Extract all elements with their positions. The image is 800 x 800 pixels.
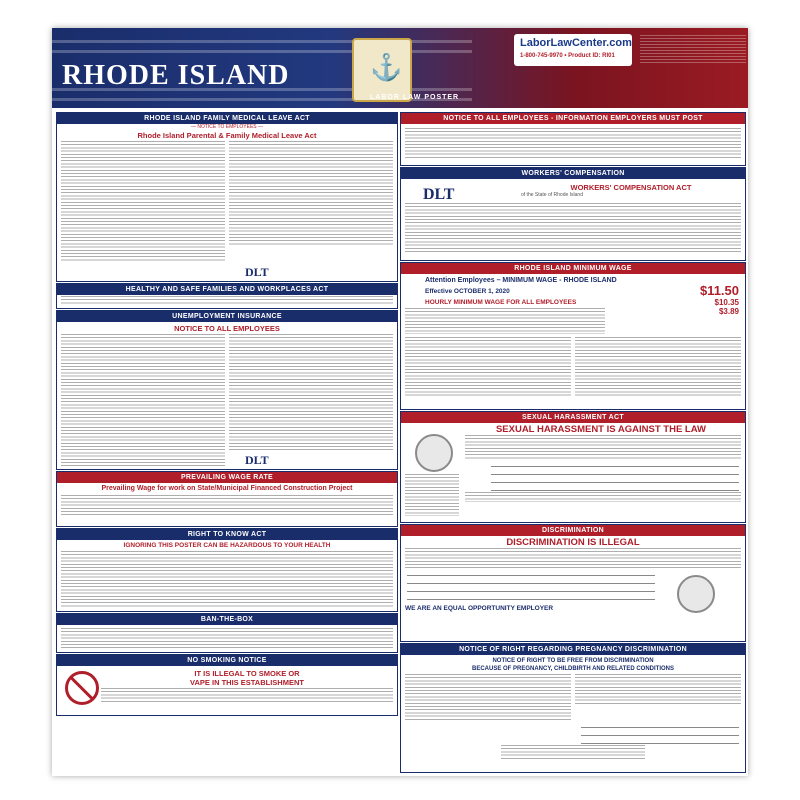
minwage-values (700, 283, 739, 316)
state-title: RHODE ISLAND (62, 60, 290, 91)
pregnancy-section (400, 643, 746, 773)
minwage-rate: $11.50 (699, 283, 739, 298)
brand-phone: 1-800-745-9970 • Product ID: RI01 (520, 53, 615, 59)
dlt-logo: DLT (423, 186, 455, 203)
commission-seal-icon (415, 434, 453, 472)
brand-name: LaborLawCenter.com (520, 37, 632, 49)
prevailing-bar: PREVAILING WAGE RATE (57, 472, 397, 483)
ui-bar: UNEMPLOYMENT INSURANCE (57, 311, 397, 322)
fmla-title: Rhode Island Parental & Family Medical Leave Act (137, 131, 317, 141)
minwage-hourly: HOURLY MINIMUM WAGE FOR ALL EMPLOYEES (425, 299, 577, 306)
healthy-section (56, 283, 398, 309)
pregnancy-bar: NOTICE OF RIGHT REGARDING PREGNANCY DISCRIMINATION (401, 644, 745, 655)
ban-section (56, 613, 398, 653)
minwage-attn: Attention Employees – MINIMUM WAGE - RHODE ISLAND (425, 277, 617, 284)
fmla-notice: — NOTICE TO EMPLOYEES — (190, 124, 264, 130)
rtk-title: IGNORING THIS POSTER CAN BE HAZARDOUS TO YOUR HEALTH (123, 542, 331, 549)
minwage-rate-2: $10.35 (714, 298, 739, 307)
minwage-effective: Effective OCTOBER 1, 2020 (425, 288, 510, 295)
ui-section (56, 310, 398, 470)
pregnancy-title-2: BECAUSE OF PREGNANCY, CHILDBIRTH AND RELATED CONDITIONS (471, 666, 674, 672)
discrimination-title: DISCRIMINATION IS ILLEGAL (506, 537, 640, 548)
smoking-title-1: IT IS ILLEGAL TO SMOKE OR (194, 669, 300, 678)
wc-section (400, 167, 746, 261)
notice-all-bar: NOTICE TO ALL EMPLOYEES - INFORMATION EMPLOYERS MUST POST (401, 113, 745, 124)
dlt-logo: DLT (245, 265, 269, 279)
brand-logo (514, 34, 632, 66)
dlt-logo: DLT (245, 453, 269, 467)
ui-title: NOTICE TO ALL EMPLOYEES (174, 324, 280, 333)
ban-bar: BAN-THE-BOX (57, 614, 397, 625)
smoking-section (56, 654, 398, 716)
wc-title-2: of the State of Rhode Island (521, 192, 583, 198)
rtk-section (56, 528, 398, 612)
notice-all-section (400, 112, 746, 166)
state-seal-icon: ⚓ (352, 38, 412, 102)
minwage-bar: RHODE ISLAND MINIMUM WAGE (401, 263, 745, 274)
prevailing-section (56, 471, 398, 527)
poster-header (52, 28, 748, 108)
prevailing-title: Prevailing Wage for work on State/Municipal Financed Construction Project (101, 485, 353, 492)
discrimination-section (400, 524, 746, 642)
fmla-bar: RHODE ISLAND FAMILY MEDICAL LEAVE ACT (57, 113, 397, 124)
pregnancy-title-1: NOTICE OF RIGHT TO BE FREE FROM DISCRIMINATION (492, 658, 654, 664)
discrimination-bar: DISCRIMINATION (401, 525, 745, 536)
rtk-bar: RIGHT TO KNOW ACT (57, 529, 397, 540)
harassment-bar: SEXUAL HARASSMENT ACT (401, 412, 745, 423)
fmla-section (56, 112, 398, 282)
header-note (640, 35, 746, 65)
wc-title-1: WORKERS' COMPENSATION ACT (570, 183, 692, 192)
minwage-section (400, 262, 746, 410)
poster-tagline: LABOR LAW POSTER (370, 94, 460, 101)
harassment-title: SEXUAL HARASSMENT IS AGAINST THE LAW (495, 424, 707, 435)
healthy-bar: HEALTHY AND SAFE FAMILIES AND WORKPLACES ACT (57, 284, 397, 295)
labor-law-poster (52, 28, 748, 776)
commission-seal-icon (677, 575, 715, 613)
harassment-section (400, 411, 746, 523)
smoking-bar: NO SMOKING NOTICE (57, 655, 397, 666)
smoking-title-2: VAPE IN THIS ESTABLISHMENT (190, 678, 304, 687)
no-smoking-icon (65, 671, 99, 705)
minwage-rate-3: $3.89 (718, 307, 739, 316)
eeo-statement: WE ARE AN EQUAL OPPORTUNITY EMPLOYER (405, 605, 554, 612)
wc-bar: WORKERS' COMPENSATION (401, 168, 745, 179)
